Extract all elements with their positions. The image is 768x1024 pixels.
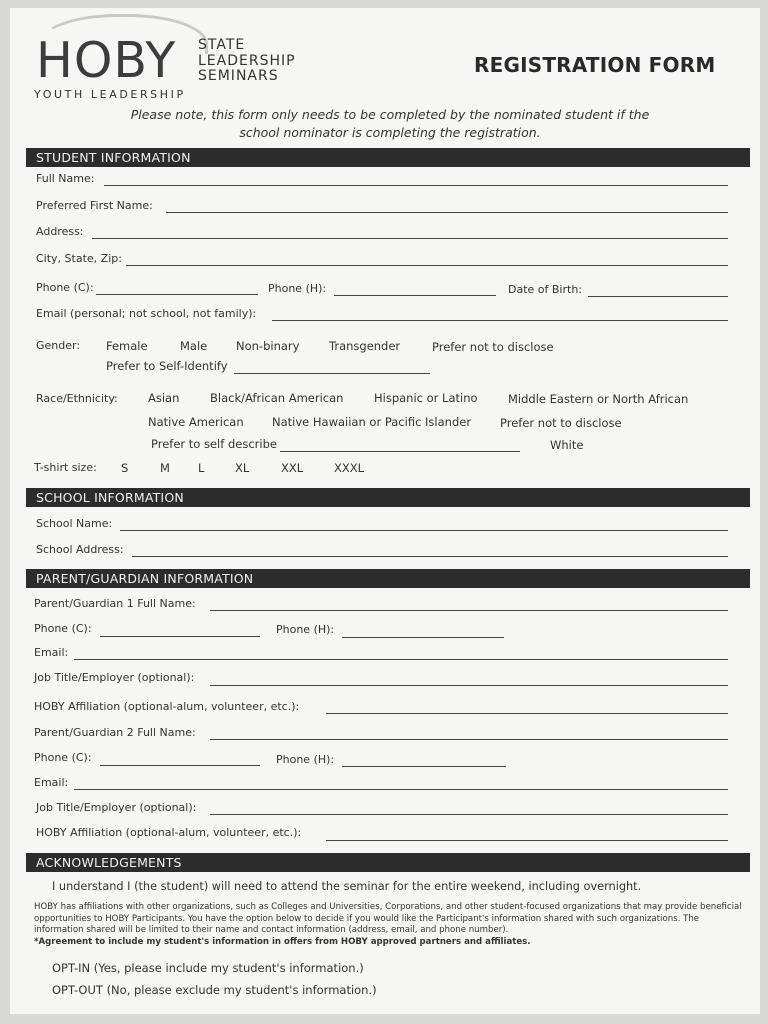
student-email-label: Email (personal; not school, not family): xyxy=(36,307,257,320)
parent2-email-label: Email: xyxy=(34,776,69,789)
parent2-full-name-label: Parent/Guardian 2 Full Name: xyxy=(34,726,196,739)
parent2-phone-c-field[interactable] xyxy=(100,765,260,766)
city-state-zip-field[interactable] xyxy=(126,265,728,266)
address-label: Address: xyxy=(36,225,84,238)
student-email-field[interactable] xyxy=(272,320,728,321)
parent2-phone-h-label: Phone (H): xyxy=(276,753,335,766)
tshirt-size-s[interactable]: S xyxy=(121,461,129,475)
gender-option-self-identify[interactable]: Prefer to Self-Identify xyxy=(106,359,228,373)
gender-label: Gender: xyxy=(36,339,81,352)
gender-option-prefer-not[interactable]: Prefer not to disclose xyxy=(432,340,554,354)
race-option-black[interactable]: Black/African American xyxy=(210,391,344,405)
student-phone-h-label: Phone (H): xyxy=(268,282,327,295)
opt-out-option[interactable]: OPT-OUT (No, please exclude my student's information.) xyxy=(52,983,377,997)
gender-option-male[interactable]: Male xyxy=(180,339,208,353)
parent1-full-name-label: Parent/Guardian 1 Full Name: xyxy=(34,597,196,610)
race-option-mena[interactable]: Middle Eastern or North African xyxy=(508,392,689,406)
form-title: REGISTRATION FORM xyxy=(474,53,716,77)
race-option-native-hawaiian[interactable]: Native Hawaiian or Pacific Islander xyxy=(272,415,472,429)
parent1-email-field[interactable] xyxy=(74,659,728,660)
parent1-affiliation-label: HOBY Affiliation (optional-alum, volunteer, etc.): xyxy=(34,700,300,713)
tshirt-size-m[interactable]: M xyxy=(160,461,170,475)
opt-in-option[interactable]: OPT-IN (Yes, please include my student's information.) xyxy=(52,961,364,975)
race-self-describe-field[interactable] xyxy=(280,451,520,452)
tshirt-size-xl[interactable]: XL xyxy=(235,461,250,475)
city-state-zip-label: City, State, Zip: xyxy=(36,252,122,265)
race-option-hispanic[interactable]: Hispanic or Latino xyxy=(374,391,478,405)
gender-option-non-binary[interactable]: Non-binary xyxy=(236,339,300,353)
attend-weekend-acknowledgement[interactable]: I understand I (the student) will need to attend the seminar for the entire weekend, including overnight. xyxy=(52,880,642,893)
race-option-asian[interactable]: Asian xyxy=(148,391,180,405)
race-option-white[interactable]: White xyxy=(550,438,584,452)
parent1-full-name-field[interactable] xyxy=(210,610,728,611)
parent1-affiliation-field[interactable] xyxy=(326,713,728,714)
registration-form-page xyxy=(10,8,760,1014)
parent2-phone-c-label: Phone (C): xyxy=(34,751,92,764)
full-name-label: Full Name: xyxy=(36,172,95,185)
form-note: Please note, this form only needs to be completed by the nominated student if the school nominator is completing the registration. xyxy=(130,107,650,140)
school-information-header: SCHOOL INFORMATION xyxy=(26,488,750,507)
acknowledgements-header: ACKNOWLEDGEMENTS xyxy=(26,853,750,872)
date-of-birth-field[interactable] xyxy=(588,296,728,297)
hoby-logo: HOBY xyxy=(36,32,177,89)
parent2-affiliation-label: HOBY Affiliation (optional-alum, volunteer, etc.): xyxy=(36,826,302,839)
parent2-phone-h-field[interactable] xyxy=(342,766,506,767)
tshirt-size-l[interactable]: L xyxy=(198,461,205,475)
parent1-phone-c-label: Phone (C): xyxy=(34,622,92,635)
race-ethnicity-label: Race/Ethnicity: xyxy=(36,392,118,405)
logo-tagline: YOUTH LEADERSHIP xyxy=(34,88,186,101)
parent1-job-label: Job Title/Employer (optional): xyxy=(34,671,195,684)
parent1-email-label: Email: xyxy=(34,646,69,659)
race-option-native-american[interactable]: Native American xyxy=(148,415,244,429)
parent1-phone-c-field[interactable] xyxy=(100,636,260,637)
date-of-birth-label: Date of Birth: xyxy=(508,283,583,296)
parent1-job-field[interactable] xyxy=(210,685,728,686)
student-phone-h-field[interactable] xyxy=(334,295,496,296)
student-phone-c-field[interactable] xyxy=(96,294,258,295)
gender-option-transgender[interactable]: Transgender xyxy=(329,339,401,353)
parent2-job-label: Job Title/Employer (optional): xyxy=(36,801,197,814)
school-name-label: School Name: xyxy=(36,517,113,530)
school-address-field[interactable] xyxy=(132,556,728,557)
address-field[interactable] xyxy=(92,238,728,239)
school-name-field[interactable] xyxy=(120,530,728,531)
parent1-phone-h-label: Phone (H): xyxy=(276,623,335,636)
parent1-phone-h-field[interactable] xyxy=(342,637,504,638)
tshirt-size-xxl[interactable]: XXL xyxy=(281,461,304,475)
tshirt-size-label: T-shirt size: xyxy=(34,461,97,474)
gender-option-female[interactable]: Female xyxy=(106,339,148,353)
parent2-job-field[interactable] xyxy=(210,814,728,815)
affiliations-paragraph: HOBY has affiliations with other organizations, such as Colleges and Universities, Corporations, and other student-focused organizations that may provide beneficial opportunities to HOBY Participants. You have the option below to decide if you would like the Participant's information shared with such organizations. The information shared will be limited to their name and contact information (address, email, and phone number). *Agreement to include my student's information in offers from HOBY approved partners and affiliates. xyxy=(34,902,742,947)
student-phone-c-label: Phone (C): xyxy=(36,281,94,294)
parent2-full-name-field[interactable] xyxy=(210,739,728,740)
parent2-email-field[interactable] xyxy=(74,789,728,790)
gender-self-identify-field[interactable] xyxy=(234,373,430,374)
parent2-affiliation-field[interactable] xyxy=(326,840,728,841)
logo-program-name: STATE LEADERSHIP SEMINARS xyxy=(198,37,296,84)
preferred-first-name-label: Preferred First Name: xyxy=(36,199,153,212)
race-option-self-describe[interactable]: Prefer to self describe xyxy=(151,437,277,451)
race-option-prefer-not[interactable]: Prefer not to disclose xyxy=(500,416,622,430)
student-information-header: STUDENT INFORMATION xyxy=(26,148,750,167)
parent-guardian-information-header: PARENT/GUARDIAN INFORMATION xyxy=(26,569,750,588)
preferred-first-name-field[interactable] xyxy=(166,212,728,213)
tshirt-size-xxxl[interactable]: XXXL xyxy=(334,461,365,475)
school-address-label: School Address: xyxy=(36,543,124,556)
full-name-field[interactable] xyxy=(104,185,728,186)
